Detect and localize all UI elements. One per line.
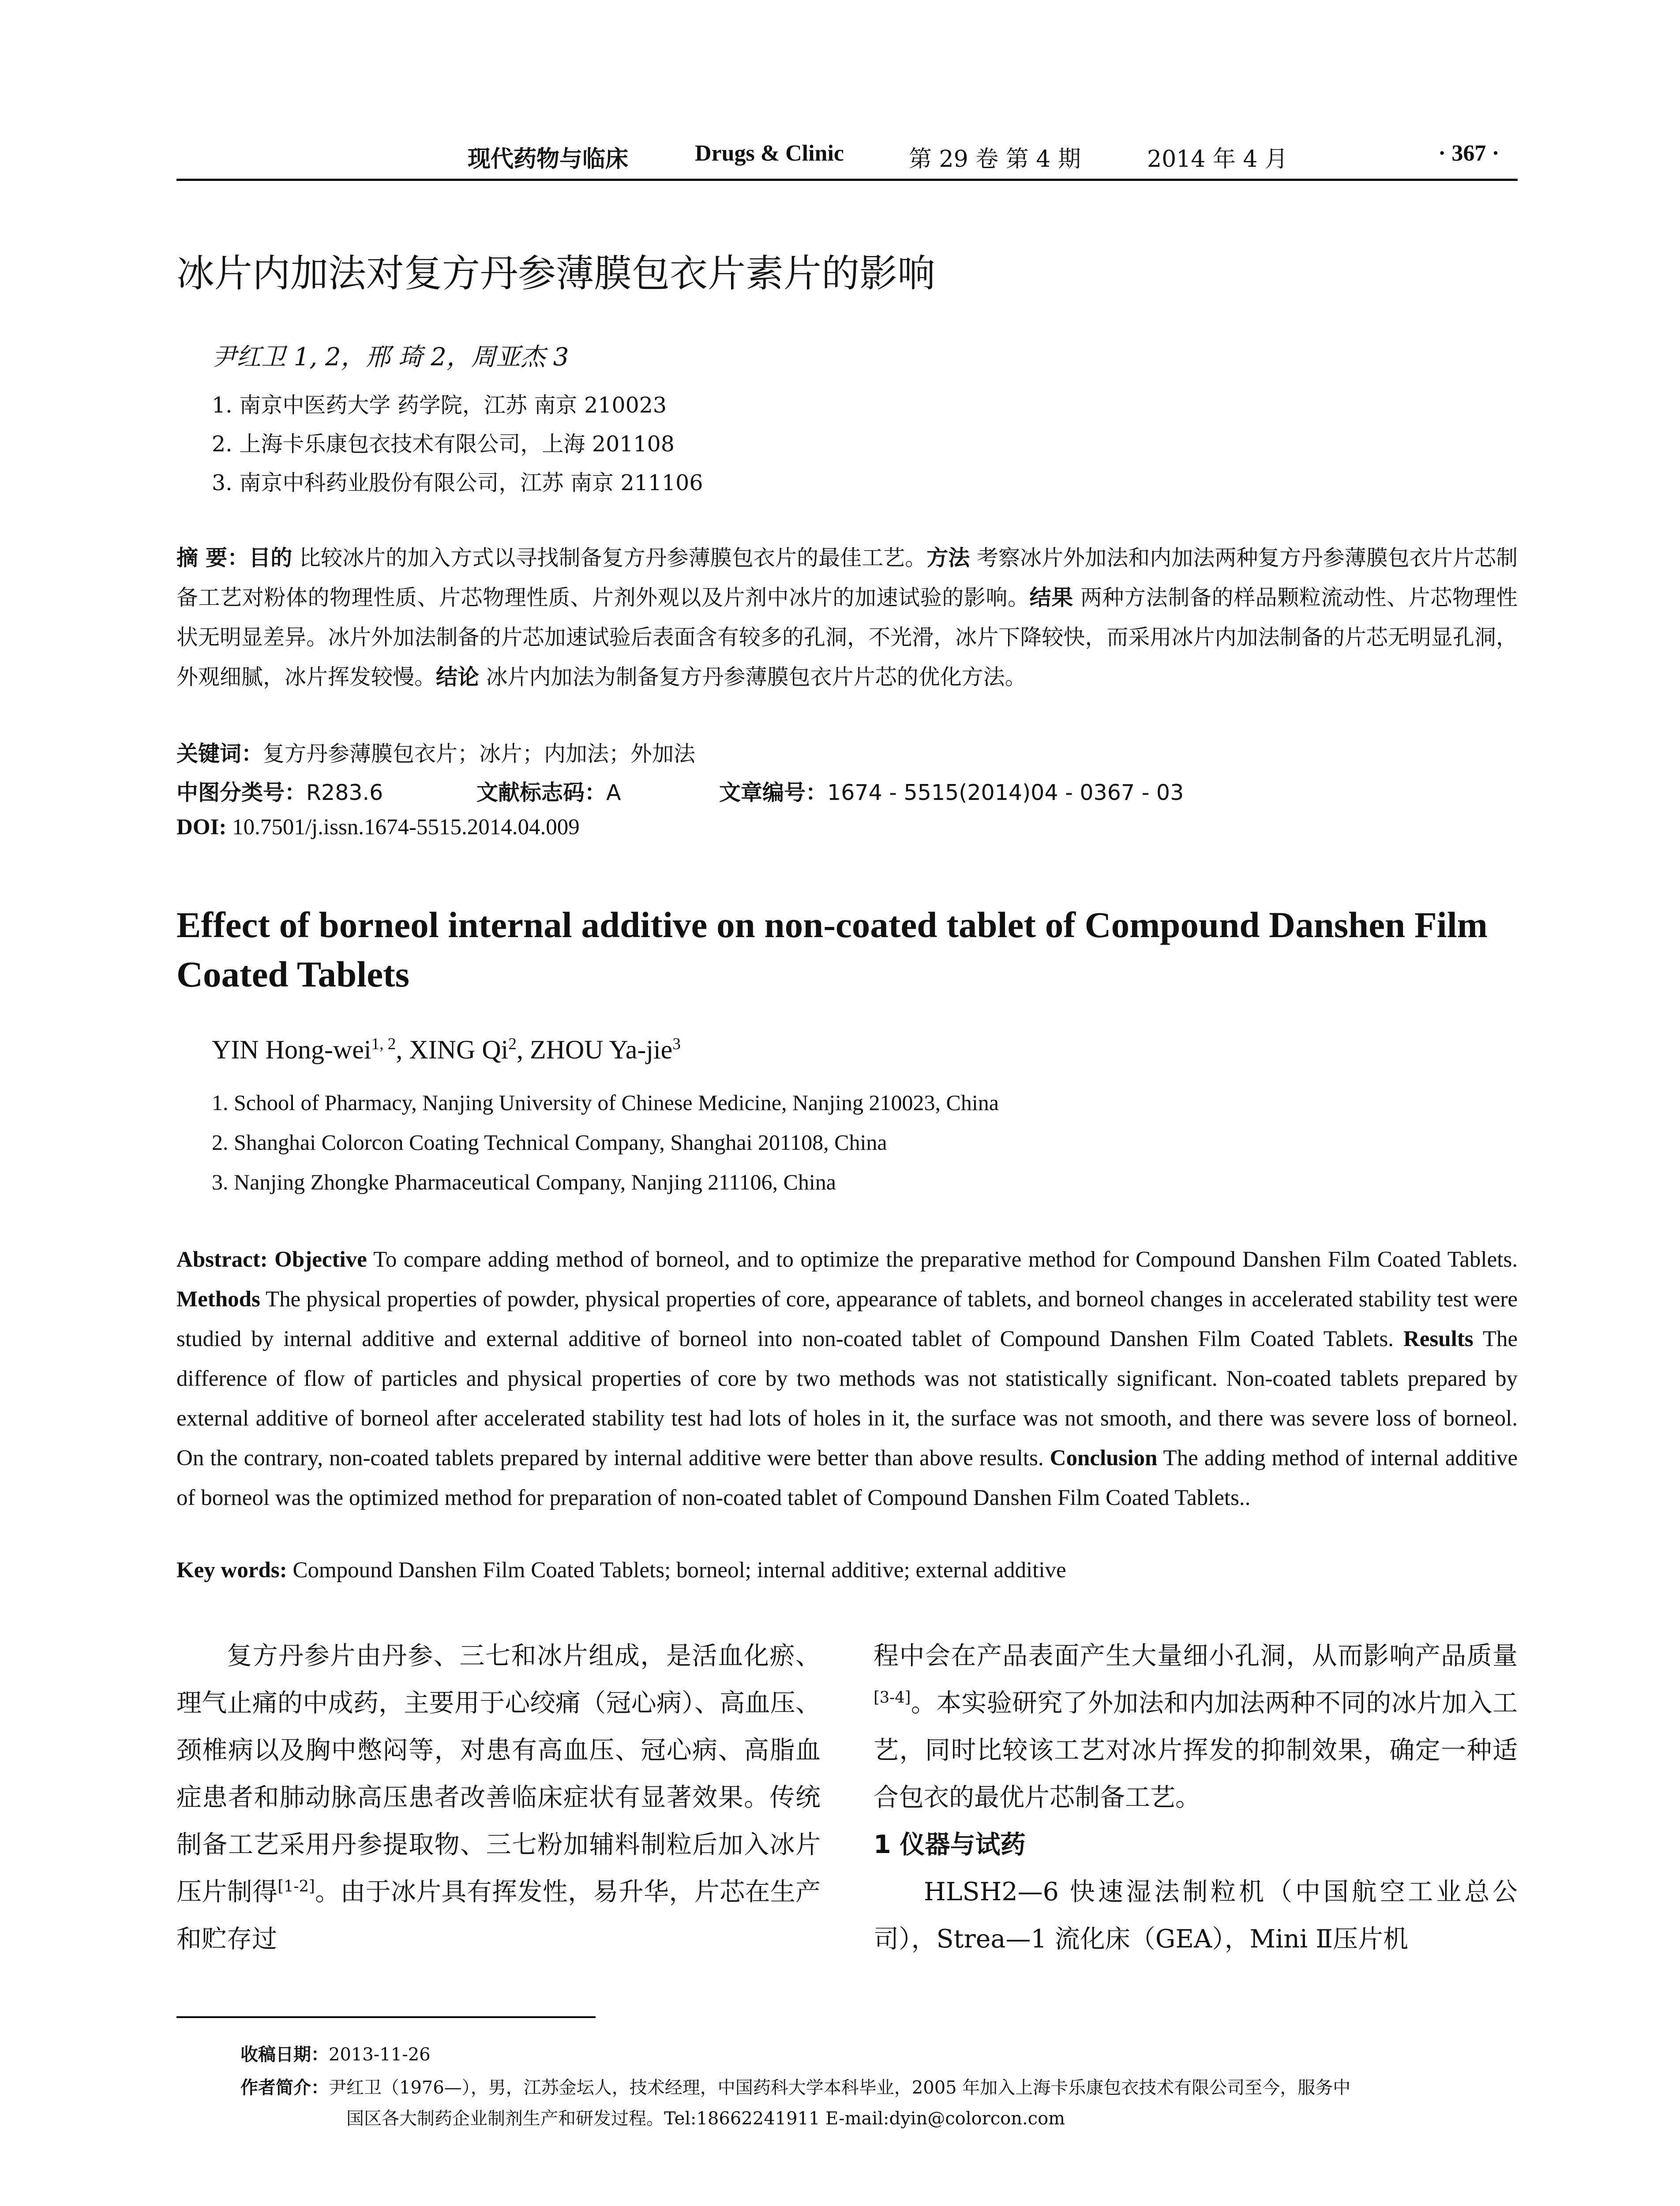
methods-label-cn: 方法 [926,545,970,570]
affiliation-en-2: 2. Shanghai Colorcon Coating Technical Company, Shanghai 201108, China [212,1130,887,1155]
keywords-cn-label: 关键词： [176,741,263,766]
keywords-cn-text: 复方丹参薄膜包衣片；冰片；内加法；外加法 [263,741,696,766]
author-en-3-aff: 3 [672,1035,681,1053]
body-paragraph: HLSH2—6 快速湿法制粒机（中国航空工业总公司），Strea—1 流化床（GEA），Mini Ⅱ压片机 [874,1877,1518,1954]
doi-label: DOI: [176,815,227,840]
citation: [1-2] [278,1877,315,1895]
running-header [176,140,1518,176]
abstract-en-label: Abstract: Objective [176,1247,367,1272]
affiliation-cn-2: 2. 上海卡乐康包衣技术有限公司，上海 201108 [212,431,675,457]
abstract-cn-label: 摘 要： [176,545,249,570]
affiliation-en-1: 1. School of Pharmacy, Nanjing University of Chinese Medicine, Nanjing 210023, China [212,1090,999,1115]
doi-line [176,814,580,840]
article-number-value: 1674 - 5515(2014)04 - 0367 - 03 [827,780,1184,805]
objective-text-en: To compare adding method of borneol, and to optimize the preparative method for Compound Danshen Film Coated Tablets. [367,1247,1518,1272]
methods-text-cn: 考察冰片外加法和内加法两种复方丹参薄膜包衣片片芯制备工艺对粉体的物理性质、片芯物理性质、片剂外观以及片剂中冰片的加速试验的影响。 [176,545,1518,610]
header-rule [176,179,1518,181]
article-number [719,776,1184,807]
author-en-2-aff: 2 [508,1035,517,1053]
body-left-column [176,1632,821,1963]
author-en-1-aff: 1, 2 [371,1035,396,1053]
body-paragraph [176,1632,821,1963]
authors-cn: 尹红卫 1, 2，邢 琦 2，周亚杰 3 [212,343,569,371]
affiliation-en-3: 3. Nanjing Zhongke Pharmaceutical Company, Nanjing 211106, China [212,1170,836,1194]
methods-text-en: The physical properties of powder, physical properties of core, appearance of tablets, and borneol changes in accelerated stability test were studied by internal additive and external additive of borneol into non-coated tablet of Compound Danshen Film Coated Tablets. [176,1287,1518,1351]
methods-label-en: Methods [176,1287,260,1312]
author-bio [240,2074,1350,2099]
author-en-3: , ZHOU Ya-jie [516,1035,673,1064]
results-label-en: Results [1403,1327,1474,1351]
document-code [476,776,621,807]
affiliation-cn-1: 1. 南京中医药大学 药学院，江苏 南京 210023 [212,393,667,418]
conclusion-label-cn: 结论 [436,664,480,690]
bio-line-1: 尹红卫（1976—），男，江苏金坛人，技术经理，中国药科大学本科毕业，2005 年加入上海卡乐康包衣技术有限公司至今，服务中 [329,2078,1351,2098]
volume-issue: 第 29 卷 第 4 期 [909,146,1081,173]
title-en: Effect of borneol internal additive on non-coated tablet of Compound Danshen Film Coated Tablets [176,904,1488,994]
journal-name-en: Drugs & Clinic [695,141,844,166]
classification-line [176,776,383,807]
citation: [3-4] [874,1688,911,1707]
objective-text-cn: 比较冰片的加入方式以寻找制备复方丹参薄膜包衣片的最佳工艺。 [292,545,927,570]
page-number: · 367 · [1438,141,1500,166]
body-text: 程中会在产品表面产生大量细小孔洞，从而影响产品质量 [874,1641,1518,1670]
author-en-1: YIN Hong-wei [212,1035,371,1064]
received-date [240,2041,431,2066]
conclusion-label-en: Conclusion [1050,1446,1158,1471]
journal-name-cn: 现代药物与临床 [468,146,629,173]
keywords-en-label: Key words: [176,1558,287,1583]
clc-label: 中图分类号： [176,780,307,805]
results-text-cn: 两种方法制备的样品颗粒流动性、片芯物理性状无明显差异。冰片外加法制备的片芯加速试验后表面含有较多的孔洞，不光滑，冰片下降较快，而采用冰片内加法制备的片芯无明显孔洞，外观细腻，冰片挥发较慢。 [176,585,1518,690]
section-heading: 1 仪器与试药 [874,1830,1026,1859]
footnote-rule [176,2016,596,2018]
conclusion-text-en: The adding method of internal additive of borneol was the optimized method for preparation of non-coated tablet of Compound Danshen Film Coated Tablets.. [176,1446,1518,1510]
abstract-cn [176,538,1518,697]
doc-code-label: 文献标志码： [476,780,607,805]
abstract-en [176,1240,1518,1518]
conclusion-text-cn: 冰片内加法为制备复方丹参薄膜包衣片片芯的优化方法。 [479,664,1027,690]
doi-value: 10.7501/j.issn.1674-5515.2014.04.009 [226,815,580,840]
authors-en [212,1035,681,1065]
issue-date: 2014 年 4 月 [1147,146,1288,173]
body-text: 复方丹参片由丹参、三七和冰片组成，是活血化瘀、理气止痛的中成药，主要用于心绞痛（冠心病）、高血压、颈椎病以及胸中憋闷等，对患有高血压、冠心病、高脂血症患者和肺动脉高压患者改善临床症状有显著效果。传统制备工艺采用丹参提取物、三七粉加辅料制粒后加入冰片压片制得 [176,1641,821,1906]
body-text: 。由于冰片具有挥发性，易升华，片芯在生产和贮存过 [176,1877,821,1954]
body-right-column [874,1632,1518,1963]
results-text-en: The difference of flow of particles and physical properties of core by two methods was not statistically significant. Non-coated tablets prepared by external additive of borneol after accelerated stability test had lots of holes in it, the surface was not smooth, and there was severe loss of borneol. On the contrary, non-coated tablets prepared by internal additive were better than above results. [176,1327,1518,1471]
body-text: 。本实验研究了外加法和内加法两种不同的冰片加入工艺，同时比较该工艺对冰片挥发的抑制效果，确定一种适合包衣的最优片芯制备工艺。 [874,1688,1518,1812]
bio-label: 作者简介： [240,2078,329,2098]
author-en-2: , XING Qi [396,1035,509,1064]
body-paragraph [874,1632,1518,1821]
results-label-cn: 结果 [1029,585,1073,610]
affiliation-cn-3: 3. 南京中科药业股份有限公司，江苏 南京 211106 [212,470,703,495]
author-bio-line-2: 国区各大制药企业制剂生产和研发过程。Tel:18662241911 E-mail:dyin@colorcon.com [346,2108,1065,2129]
keywords-cn [176,737,695,768]
doc-code-value: A [606,780,621,805]
article-number-label: 文章编号： [719,780,828,805]
keywords-en-text: Compound Danshen Film Coated Tablets; borneol; internal additive; external additive [287,1558,1066,1583]
received-label: 收稿日期： [240,2045,329,2065]
keywords-en [176,1557,1518,1583]
title-cn: 冰片内加法对复方丹参薄膜包衣片素片的影响 [176,251,935,296]
objective-label-cn: 目的 [249,545,292,570]
received-value: 2013-11-26 [329,2045,431,2065]
clc-value: R283.6 [306,780,383,805]
